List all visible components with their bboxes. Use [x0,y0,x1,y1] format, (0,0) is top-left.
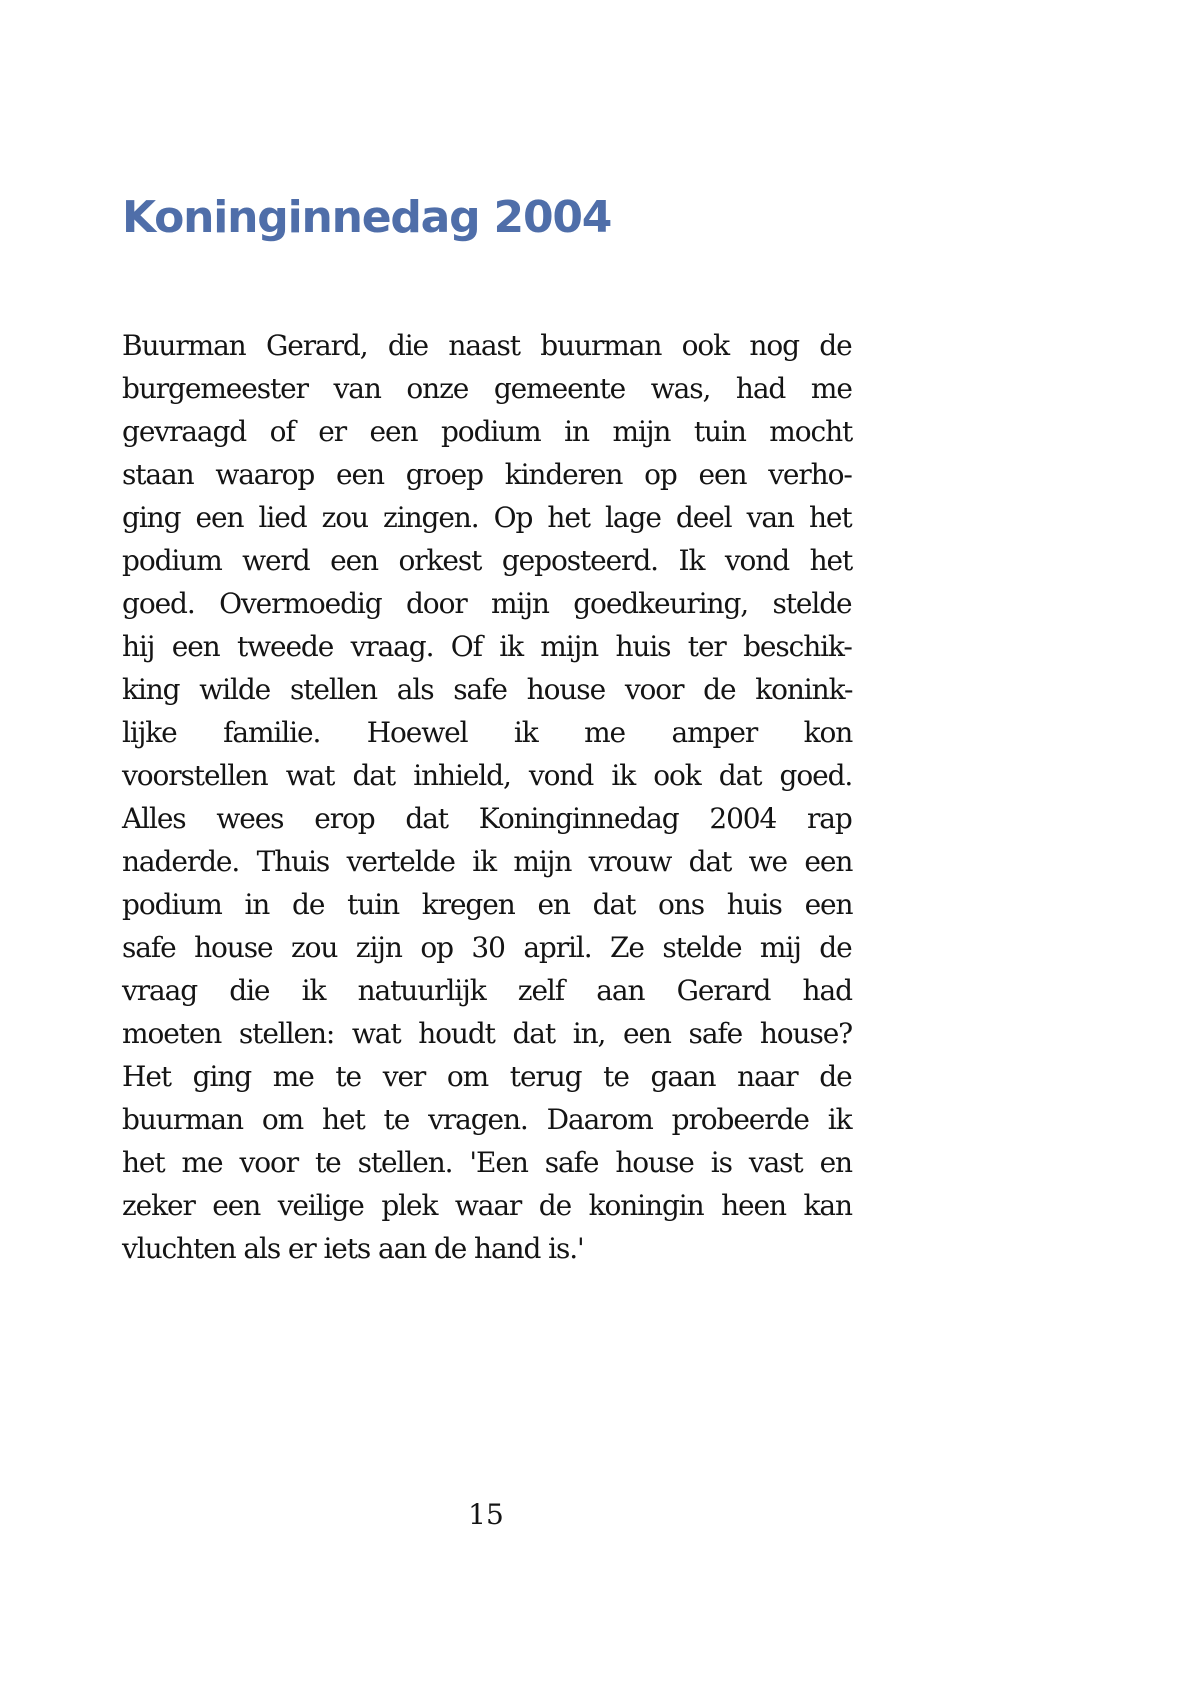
text-line: Het ging me te ver om terug te gaan naar de [122,1060,852,1093]
page-number: 15 [468,1498,504,1531]
text-line: vraag die ik natuurlijk zelf aan Gerard had [122,974,852,1007]
text-line: buurman om het te vragen. Daarom probeerde ik [122,1103,852,1136]
chapter-title: Koninginnedag 2004 [122,192,612,243]
text-line: staan waarop een groep kinderen op een verho- [122,458,852,491]
text-line: hij een tweede vraag. Of ik mijn huis ter beschik- [122,630,852,663]
text-line: Alles wees erop dat Koninginnedag 2004 rap [122,802,852,835]
text-line: moeten stellen: wat houdt dat in, een safe house? [122,1017,853,1050]
text-line: goed. Overmoedig door mijn goedkeuring, stelde [122,587,852,620]
text-line: vluchten als er iets aan de hand is.' [122,1232,584,1265]
text-line: king wilde stellen als safe house voor de konink- [122,673,853,706]
body-paragraph [122,324,852,1270]
text-line: gevraagd of er een podium in mijn tuin mocht [122,415,853,448]
text-line: safe house zou zijn op 30 april. Ze stelde mij de [122,931,852,964]
text-line: podium in de tuin kregen en dat ons huis een [122,888,853,921]
text-line: zeker een veilige plek waar de koningin heen kan [122,1189,852,1222]
text-line: naderde. Thuis vertelde ik mijn vrouw dat we een [122,845,853,878]
text-line: lijke familie. Hoewel ik me amper kon [122,716,853,749]
text-line: podium werd een orkest geposteerd. Ik vond het [122,544,853,577]
text-line: burgemeester van onze gemeente was, had me [122,372,852,405]
text-line: ging een lied zou zingen. Op het lage deel van het [122,501,852,534]
text-line: het me voor te stellen. 'Een safe house is vast en [122,1146,852,1179]
text-line: voorstellen wat dat inhield, vond ik ook dat goed. [122,759,853,792]
text-line: Buurman Gerard, die naast buurman ook nog de [122,329,852,362]
